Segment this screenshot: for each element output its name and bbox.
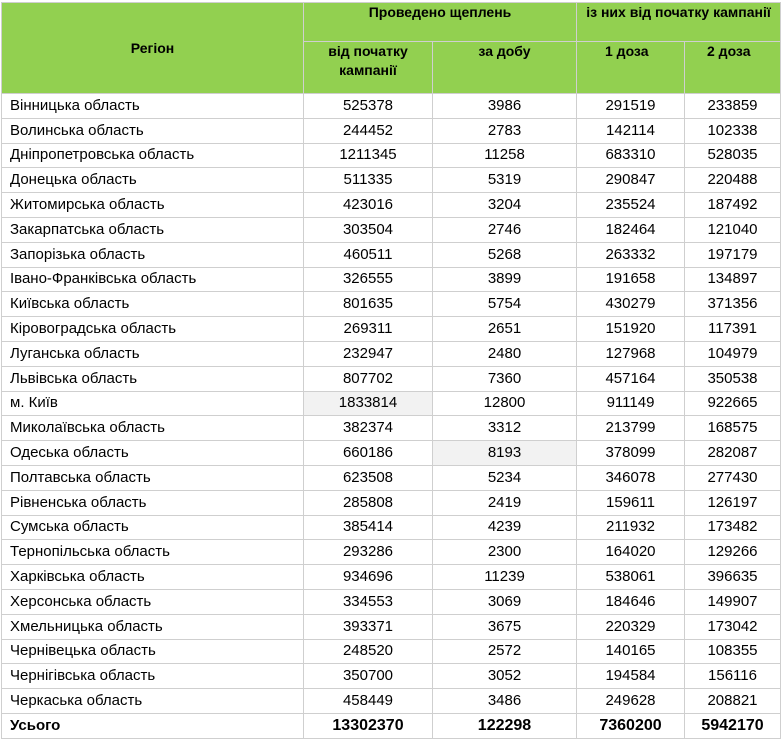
dose1-cell[interactable]: 911149 [577, 391, 685, 416]
per-day-header: за добу [433, 42, 577, 94]
total-cell[interactable]: 350700 [304, 664, 433, 689]
region-cell[interactable]: Дніпропетровська область [2, 143, 304, 168]
total-cell[interactable]: 293286 [304, 540, 433, 565]
total-cell[interactable]: 460511 [304, 242, 433, 267]
total-cell[interactable]: 623508 [304, 465, 433, 490]
total-cell[interactable]: 248520 [304, 639, 433, 664]
total-cell[interactable]: 934696 [304, 565, 433, 590]
dose1-cell[interactable]: 142114 [577, 118, 685, 143]
per-day-cell[interactable]: 2480 [433, 341, 577, 366]
per-day-cell[interactable]: 2300 [433, 540, 577, 565]
region-cell[interactable]: Донецька область [2, 168, 304, 193]
dose2-cell[interactable]: 126197 [685, 490, 781, 515]
per-day-cell[interactable]: 3069 [433, 589, 577, 614]
per-day-cell[interactable]: 5754 [433, 292, 577, 317]
dose2-cell[interactable]: 134897 [685, 267, 781, 292]
dose1-cell[interactable]: 164020 [577, 540, 685, 565]
per-day-cell[interactable]: 3486 [433, 689, 577, 714]
totals-per-day-cell[interactable]: 122298 [433, 713, 577, 738]
dose2-cell[interactable]: 129266 [685, 540, 781, 565]
per-day-cell[interactable]: 3899 [433, 267, 577, 292]
dose1-cell[interactable]: 290847 [577, 168, 685, 193]
totals-dose2-cell[interactable]: 5942170 [685, 713, 781, 738]
totals-total-cell[interactable]: 13302370 [304, 713, 433, 738]
dose1-cell[interactable]: 159611 [577, 490, 685, 515]
region-cell[interactable]: Запорізька область [2, 242, 304, 267]
totals-dose1-cell[interactable]: 7360200 [577, 713, 685, 738]
region-cell[interactable]: Житомирська область [2, 193, 304, 218]
region-cell[interactable]: Черкаська область [2, 689, 304, 714]
dose2-cell[interactable]: 117391 [685, 317, 781, 342]
per-day-cell[interactable]: 3986 [433, 94, 577, 119]
region-cell[interactable]: Херсонська область [2, 589, 304, 614]
total-cell[interactable]: 269311 [304, 317, 433, 342]
total-cell[interactable]: 244452 [304, 118, 433, 143]
dose2-cell[interactable]: 173482 [685, 515, 781, 540]
table-row [2, 515, 781, 540]
per-day-cell[interactable]: 2572 [433, 639, 577, 664]
dose1-cell[interactable]: 220329 [577, 614, 685, 639]
dose1-cell[interactable]: 538061 [577, 565, 685, 590]
dose2-cell[interactable]: 149907 [685, 589, 781, 614]
total-cell[interactable]: 458449 [304, 689, 433, 714]
dose2-cell[interactable]: 156116 [685, 664, 781, 689]
total-cell[interactable]: 385414 [304, 515, 433, 540]
dose1-cell[interactable]: 457164 [577, 366, 685, 391]
region-cell[interactable]: Закарпатська область [2, 217, 304, 242]
region-cell[interactable]: Харківська область [2, 565, 304, 590]
table-row [2, 465, 781, 490]
dose2-cell[interactable]: 187492 [685, 193, 781, 218]
per-day-cell[interactable]: 11258 [433, 143, 577, 168]
per-day-cell[interactable]: 2651 [433, 317, 577, 342]
dose1-cell[interactable]: 291519 [577, 94, 685, 119]
dose1-cell[interactable]: 683310 [577, 143, 685, 168]
table-row [2, 664, 781, 689]
table-row [2, 565, 781, 590]
table-header [2, 3, 781, 94]
per-day-cell[interactable]: 7360 [433, 366, 577, 391]
table-row [2, 441, 781, 466]
dose2-cell[interactable]: 350538 [685, 366, 781, 391]
dose2-cell[interactable]: 173042 [685, 614, 781, 639]
region-cell[interactable]: Волинська область [2, 118, 304, 143]
table-row [2, 639, 781, 664]
dose2-cell[interactable]: 168575 [685, 416, 781, 441]
per-day-cell[interactable]: 3052 [433, 664, 577, 689]
dose1-cell[interactable]: 151920 [577, 317, 685, 342]
total-cell[interactable]: 1833814 [304, 391, 433, 416]
table-row [2, 143, 781, 168]
dose1-cell[interactable]: 263332 [577, 242, 685, 267]
region-cell[interactable]: Івано-Франківська область [2, 267, 304, 292]
per-day-cell[interactable]: 3675 [433, 614, 577, 639]
dose2-cell[interactable]: 121040 [685, 217, 781, 242]
dose1-cell[interactable]: 213799 [577, 416, 685, 441]
table-row [2, 366, 781, 391]
per-day-cell[interactable]: 5268 [433, 242, 577, 267]
region-cell[interactable]: Одеська область [2, 441, 304, 466]
region-cell[interactable]: Вінницька область [2, 94, 304, 119]
total-cell[interactable]: 382374 [304, 416, 433, 441]
table-row [2, 341, 781, 366]
dose2-cell[interactable]: 528035 [685, 143, 781, 168]
dose2-cell[interactable]: 922665 [685, 391, 781, 416]
dose1-cell[interactable]: 191658 [577, 267, 685, 292]
total-cell[interactable]: 334553 [304, 589, 433, 614]
per-day-cell[interactable]: 12800 [433, 391, 577, 416]
dose1-cell[interactable]: 194584 [577, 664, 685, 689]
dose2-cell[interactable]: 108355 [685, 639, 781, 664]
table-row [2, 317, 781, 342]
per-day-cell[interactable]: 2419 [433, 490, 577, 515]
table-row [2, 217, 781, 242]
dose2-cell[interactable]: 197179 [685, 242, 781, 267]
region-cell[interactable]: Миколаївська область [2, 416, 304, 441]
total-cell[interactable]: 393371 [304, 614, 433, 639]
dose2-cell[interactable]: 277430 [685, 465, 781, 490]
region-cell[interactable]: Полтавська область [2, 465, 304, 490]
table-row [2, 689, 781, 714]
dose1-cell[interactable]: 182464 [577, 217, 685, 242]
total-cell[interactable]: 326555 [304, 267, 433, 292]
region-cell[interactable]: м. Київ [2, 391, 304, 416]
dose2-cell[interactable]: 104979 [685, 341, 781, 366]
dose2-cell[interactable]: 220488 [685, 168, 781, 193]
dose1-cell[interactable]: 140165 [577, 639, 685, 664]
totals-row [2, 713, 781, 738]
region-cell[interactable]: Тернопільська область [2, 540, 304, 565]
dose1-cell[interactable]: 346078 [577, 465, 685, 490]
since-start-group-header: із них від початку кампанії [577, 3, 781, 42]
total-cell[interactable]: 660186 [304, 441, 433, 466]
table-row [2, 193, 781, 218]
region-cell[interactable]: Рівненська область [2, 490, 304, 515]
vaccinations-group-header: Проведено щеплень [304, 3, 577, 42]
table-row [2, 118, 781, 143]
table-row [2, 540, 781, 565]
region-cell[interactable]: Хмельницька область [2, 614, 304, 639]
total-cell[interactable]: 801635 [304, 292, 433, 317]
total-cell[interactable]: 285808 [304, 490, 433, 515]
total-cell[interactable]: 1211345 [304, 143, 433, 168]
dose2-cell[interactable]: 371356 [685, 292, 781, 317]
per-day-cell[interactable]: 8193 [433, 441, 577, 466]
table-body [2, 94, 781, 739]
dose1-cell[interactable]: 430279 [577, 292, 685, 317]
total-cell[interactable]: 423016 [304, 193, 433, 218]
per-day-cell[interactable]: 5319 [433, 168, 577, 193]
dose2-cell[interactable]: 233859 [685, 94, 781, 119]
dose1-cell[interactable]: 184646 [577, 589, 685, 614]
per-day-cell[interactable]: 3312 [433, 416, 577, 441]
dose2-cell[interactable]: 396635 [685, 565, 781, 590]
region-cell[interactable]: Київська область [2, 292, 304, 317]
dose1-cell[interactable]: 211932 [577, 515, 685, 540]
region-column-header: Регіон [2, 3, 304, 94]
per-day-cell[interactable]: 5234 [433, 465, 577, 490]
dose1-header: 1 доза [577, 42, 685, 94]
table-row [2, 94, 781, 119]
total-cell[interactable]: 303504 [304, 217, 433, 242]
total-cell[interactable]: 232947 [304, 341, 433, 366]
total-cell[interactable]: 525378 [304, 94, 433, 119]
dose2-cell[interactable]: 102338 [685, 118, 781, 143]
dose1-cell[interactable]: 249628 [577, 689, 685, 714]
total-cell[interactable]: 511335 [304, 168, 433, 193]
region-cell[interactable]: Львівська область [2, 366, 304, 391]
per-day-cell[interactable]: 2783 [433, 118, 577, 143]
totals-label[interactable]: Усього [2, 713, 304, 738]
region-cell[interactable]: Чернігівська область [2, 664, 304, 689]
per-day-cell[interactable]: 4239 [433, 515, 577, 540]
table-row [2, 614, 781, 639]
dose2-cell[interactable]: 208821 [685, 689, 781, 714]
per-day-cell[interactable]: 11239 [433, 565, 577, 590]
dose1-cell[interactable]: 127968 [577, 341, 685, 366]
vaccination-table [1, 2, 781, 739]
dose2-cell[interactable]: 282087 [685, 441, 781, 466]
table-row [2, 168, 781, 193]
table-row [2, 292, 781, 317]
per-day-cell[interactable]: 3204 [433, 193, 577, 218]
table-row [2, 490, 781, 515]
table-row [2, 267, 781, 292]
region-cell[interactable]: Чернівецька область [2, 639, 304, 664]
table-row [2, 589, 781, 614]
table-row [2, 391, 781, 416]
dose1-cell[interactable]: 378099 [577, 441, 685, 466]
region-cell[interactable]: Кіровоградська область [2, 317, 304, 342]
dose2-header: 2 доза [685, 42, 781, 94]
region-cell[interactable]: Луганська область [2, 341, 304, 366]
since-campaign-start-header: від початку кампанії [304, 42, 433, 94]
region-cell[interactable]: Сумська область [2, 515, 304, 540]
dose1-cell[interactable]: 235524 [577, 193, 685, 218]
per-day-cell[interactable]: 2746 [433, 217, 577, 242]
table-row [2, 416, 781, 441]
table-row [2, 242, 781, 267]
total-cell[interactable]: 807702 [304, 366, 433, 391]
